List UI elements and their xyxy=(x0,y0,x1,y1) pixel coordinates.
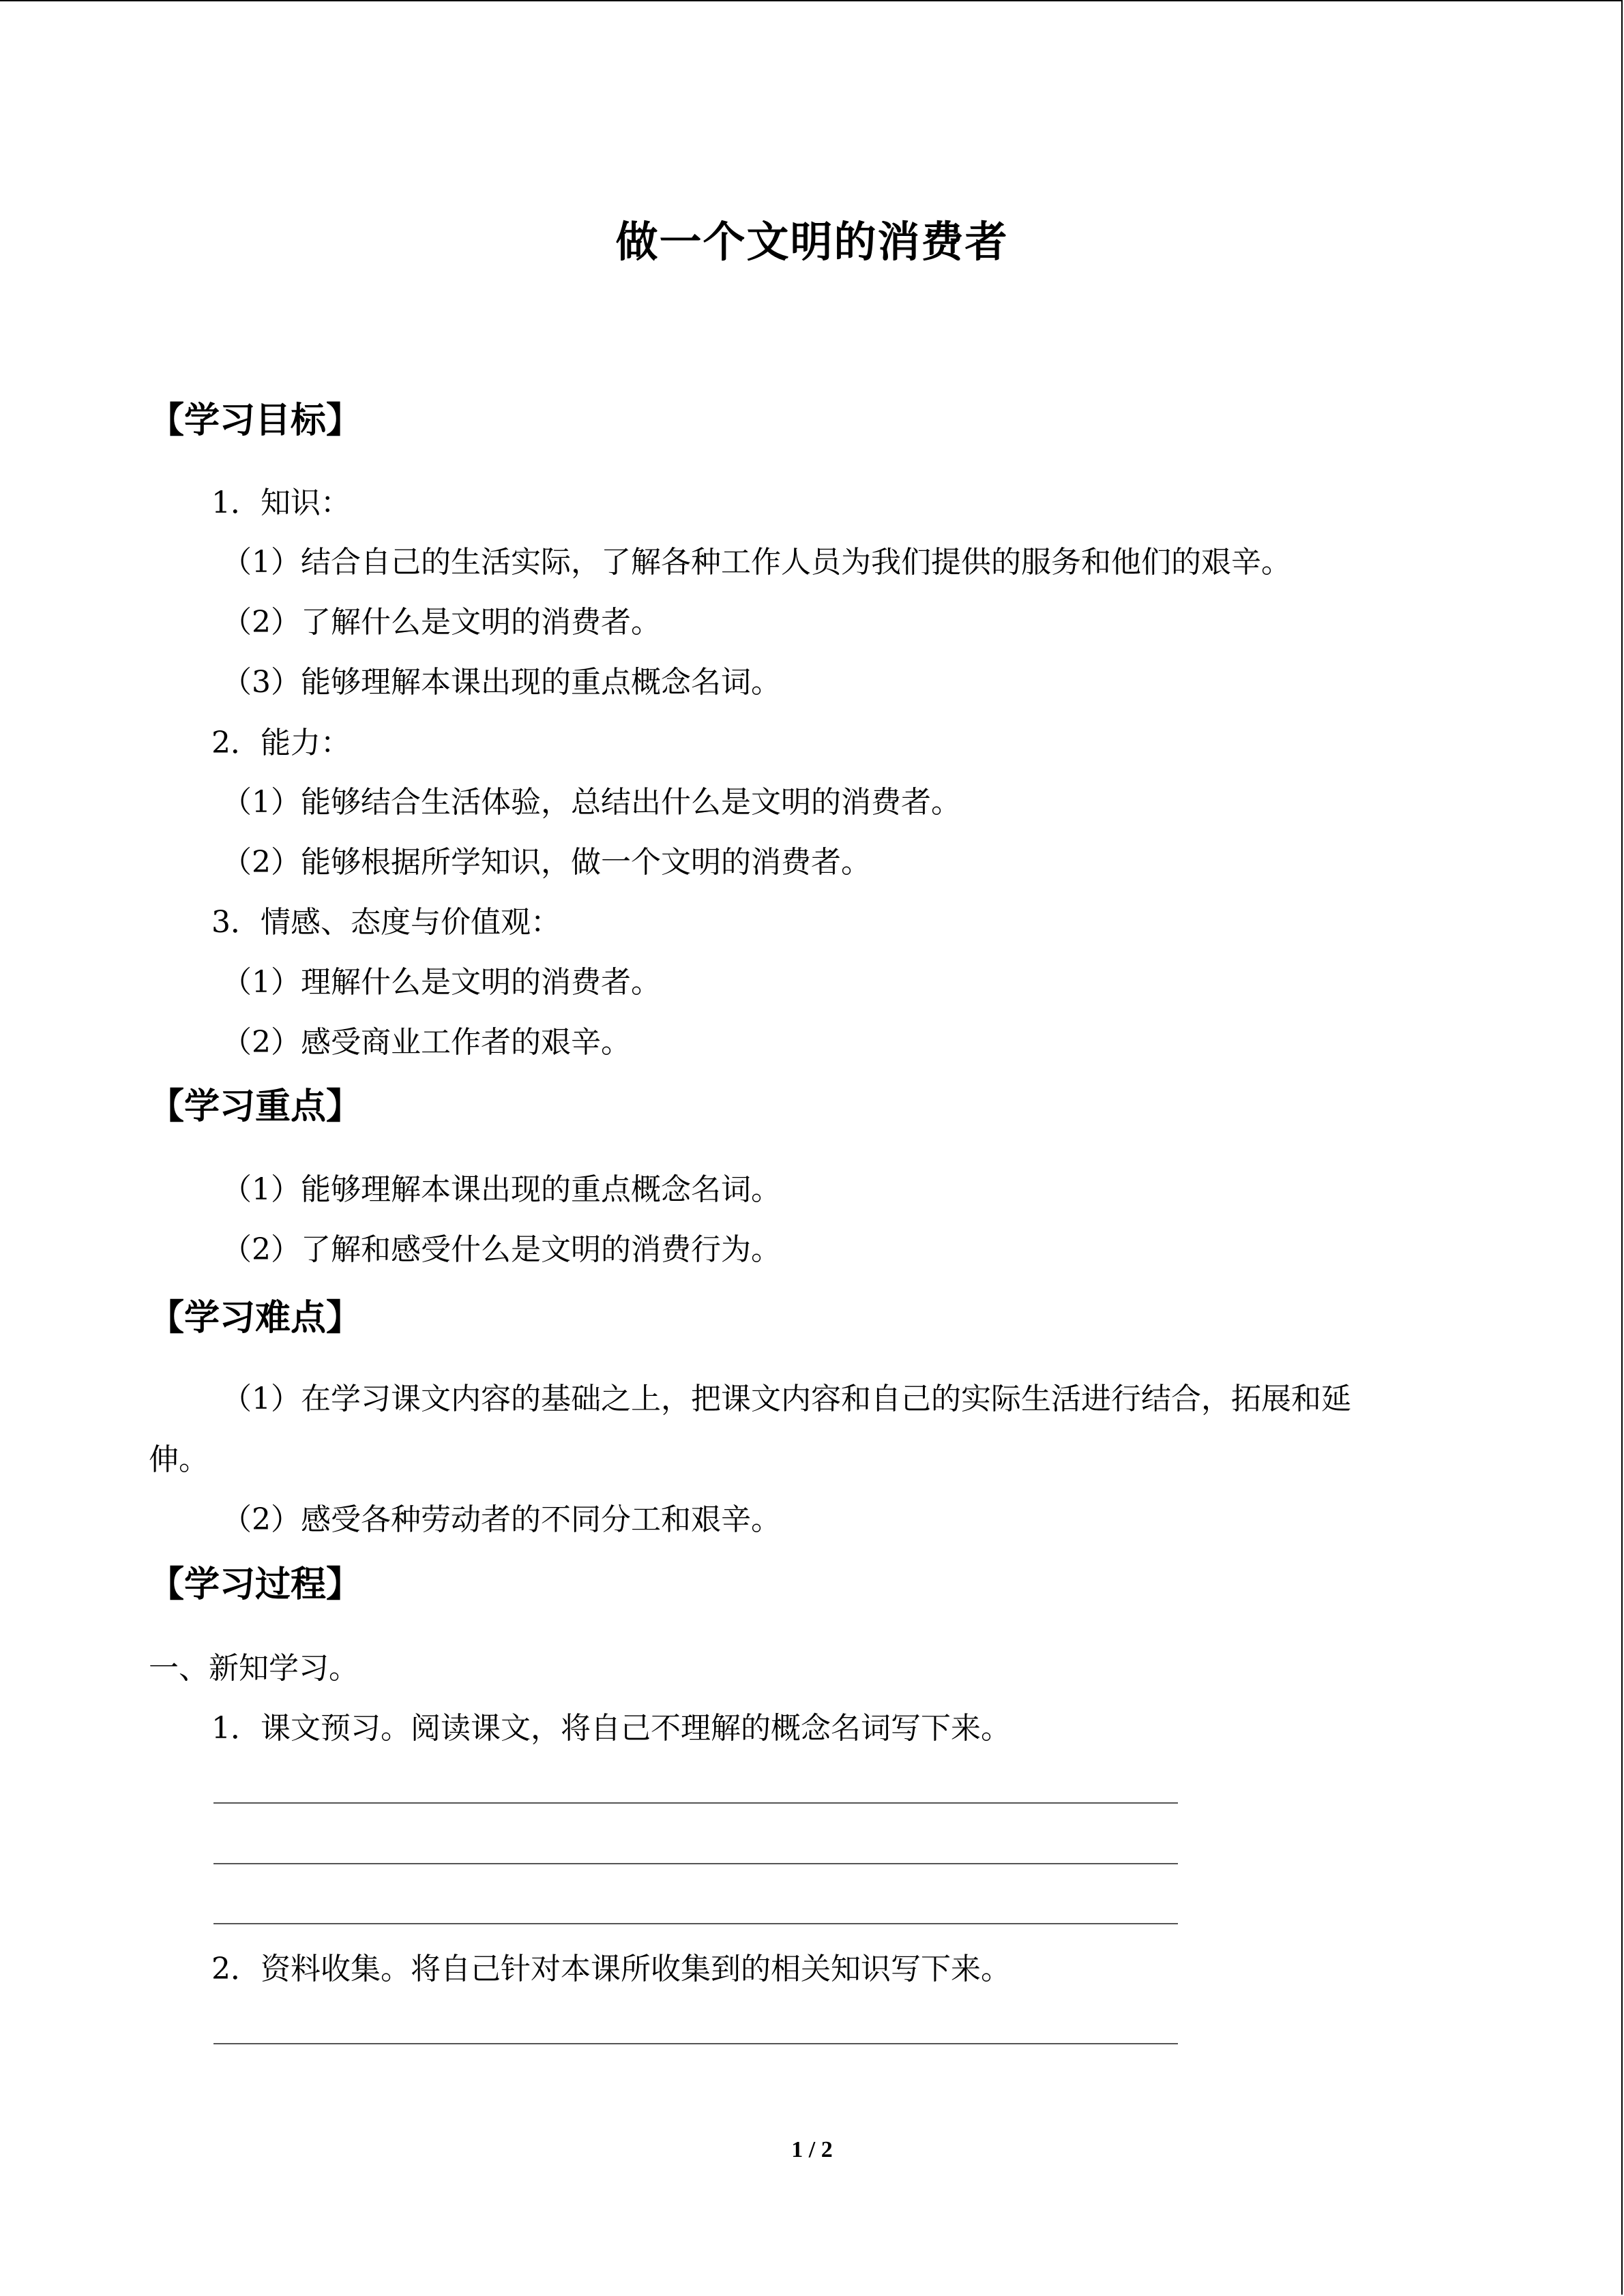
emotion-item-2: （2）感受商业工作者的艰辛。 xyxy=(222,1025,631,1060)
difficulty-1-line-1: （1）在学习课文内容的基础之上，把课文内容和自己的实际生活进行结合，拓展和延 xyxy=(222,1382,1351,1416)
key-point-1: （1）能够理解本课出现的重点概念名词。 xyxy=(222,1172,781,1207)
ability-item-1: （1）能够结合生活体验，总结出什么是文明的消费者。 xyxy=(222,785,961,820)
page-title: 做一个文明的消费者 xyxy=(615,217,1009,267)
knowledge-item-1: （1）结合自己的生活实际，了解各种工作人员为我们提供的服务和他们的艰辛。 xyxy=(222,545,1291,580)
page-number: 1 / 2 xyxy=(791,2137,833,2162)
emotion-label: 3．情感、态度与价值观： xyxy=(211,905,561,940)
task-1: 1．课文预习。阅读课文，将自己不理解的概念名词写下来。 xyxy=(211,1711,1011,1746)
difficulty-1-line-2: 伸。 xyxy=(149,1442,209,1477)
process-heading: 【学习过程】 xyxy=(149,1564,362,1605)
part-1-label: 一、新知学习。 xyxy=(149,1651,359,1686)
emotion-item-1: （1）理解什么是文明的消费者。 xyxy=(222,965,661,1000)
ability-label: 2．能力： xyxy=(211,726,351,760)
answer-line-3[interactable] xyxy=(213,1923,1178,1924)
knowledge-item-3: （3）能够理解本课出现的重点概念名词。 xyxy=(222,665,781,700)
key-points-heading: 【学习重点】 xyxy=(149,1086,362,1127)
task-2: 2．资料收集。将自己针对本课所收集到的相关知识写下来。 xyxy=(211,1952,1011,1986)
knowledge-item-2: （2）了解什么是文明的消费者。 xyxy=(222,605,661,640)
difficulty-2: （2）感受各种劳动者的不同分工和艰辛。 xyxy=(222,1502,781,1537)
difficulties-heading: 【学习难点】 xyxy=(149,1298,362,1339)
answer-line-4[interactable] xyxy=(213,2043,1178,2044)
objectives-heading: 【学习目标】 xyxy=(149,400,362,441)
knowledge-label: 1．知识： xyxy=(211,486,351,520)
answer-line-2[interactable] xyxy=(213,1863,1178,1864)
ability-item-2: （2）能够根据所学知识，做一个文明的消费者。 xyxy=(222,845,871,880)
key-point-2: （2）了解和感受什么是文明的消费行为。 xyxy=(222,1232,781,1267)
answer-line-1[interactable] xyxy=(213,1802,1178,1804)
